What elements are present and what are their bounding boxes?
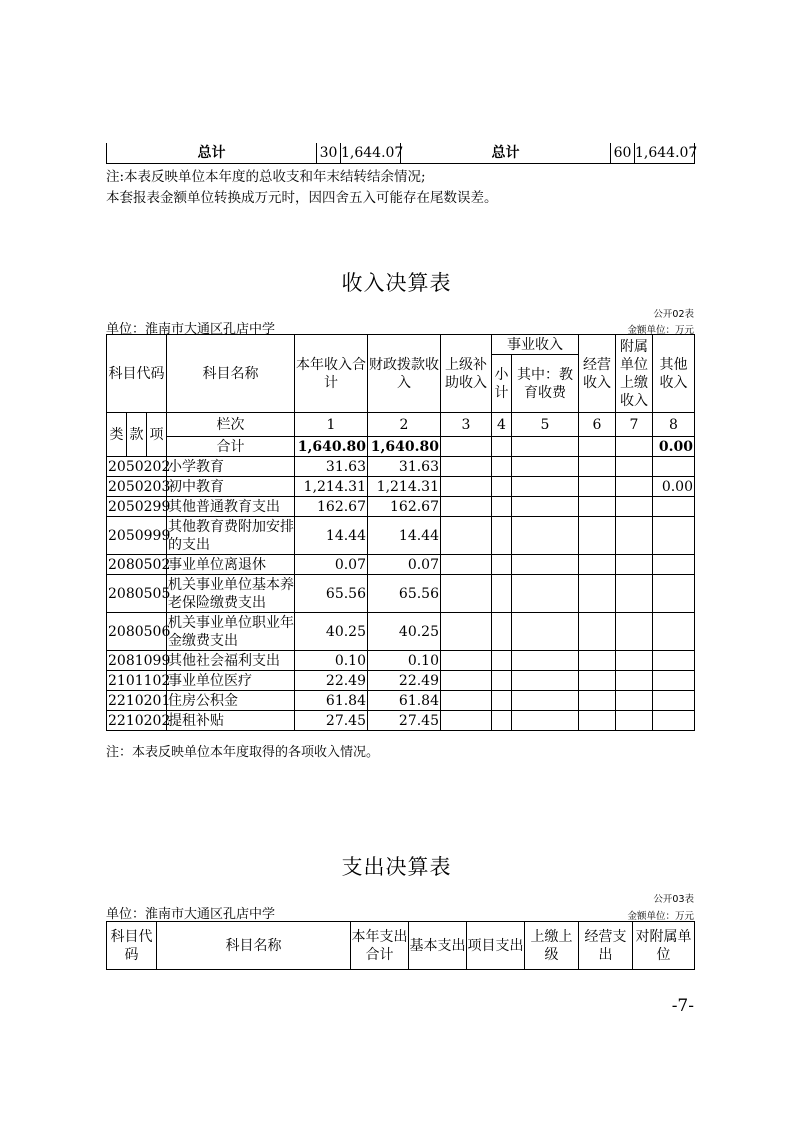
income-amount-unit: 金额单位：万元 <box>627 325 694 336</box>
row-fiscal-income: 22.49 <box>368 671 441 691</box>
row-business-subtotal <box>492 477 512 497</box>
header-fiscal-income: 财政拨款收入 <box>368 335 441 413</box>
row-fiscal-income: 65.56 <box>368 575 441 613</box>
row-total-income: 1,214.31 <box>295 477 368 497</box>
row-fiscal-income: 61.84 <box>368 691 441 711</box>
row-business-education-fee <box>512 517 579 555</box>
header-superior-income: 上级补助收入 <box>441 335 492 413</box>
row-fiscal-income: 31.63 <box>368 457 441 477</box>
row-superior-income <box>441 457 492 477</box>
row-business-subtotal <box>492 457 512 477</box>
row-business-education-fee <box>512 691 579 711</box>
row-operating-income <box>579 691 616 711</box>
header-kuan: 款 <box>127 413 147 457</box>
row-business-subtotal <box>492 613 512 651</box>
income-table <box>106 334 695 731</box>
row-subject-code: 2050999 <box>107 517 167 555</box>
income-table-code: 公开02表 <box>653 309 694 320</box>
row-other-income <box>653 457 695 477</box>
row-total-income: 22.49 <box>295 671 368 691</box>
expense-table-code: 公开03表 <box>653 894 694 905</box>
left-total-value: 1,644.07 <box>341 143 401 163</box>
row-other-income <box>653 671 695 691</box>
header-business-subtotal: 小计 <box>492 355 512 413</box>
exp-header-basic: 基本支出 <box>409 922 467 970</box>
col-number: 6 <box>579 413 616 437</box>
row-total-income: 40.25 <box>295 613 368 651</box>
row-subject-name: 小学教育 <box>167 457 295 477</box>
row-operating-income <box>579 613 616 651</box>
header-xiang: 项 <box>147 413 167 457</box>
row-other-income <box>653 497 695 517</box>
row-affiliated-income <box>616 575 653 613</box>
col-number: 5 <box>512 413 579 437</box>
row-subject-code: 2080506 <box>107 613 167 651</box>
row-business-subtotal <box>492 651 512 671</box>
header-other-income: 其他收入 <box>653 335 695 413</box>
row-other-income <box>653 555 695 575</box>
row-superior-income <box>441 651 492 671</box>
row-subject-name: 初中教育 <box>167 477 295 497</box>
expense-table <box>106 921 695 970</box>
right-total-value: 1,644.07 <box>635 143 695 163</box>
row-operating-income <box>579 457 616 477</box>
income-title: 收入决算表 <box>341 271 452 295</box>
row-superior-income <box>441 671 492 691</box>
table-row <box>107 671 695 691</box>
row-superior-income <box>441 711 492 731</box>
row-business-education-fee <box>512 497 579 517</box>
row-affiliated-income <box>616 457 653 477</box>
row-operating-income <box>579 517 616 555</box>
table-row <box>107 575 695 613</box>
row-other-income <box>653 613 695 651</box>
row-subject-name: 其他社会福利支出 <box>167 651 295 671</box>
exp-header-operating: 经营支出 <box>579 922 633 970</box>
income-note: 注：本表反映单位本年度取得的各项收入情况。 <box>106 745 380 760</box>
exp-header-total: 本年支出合计 <box>351 922 409 970</box>
col-number: 7 <box>616 413 653 437</box>
row-subject-code: 2101102 <box>108 672 171 689</box>
exp-header-project: 项目支出 <box>467 922 525 970</box>
row-superior-income <box>441 517 492 555</box>
row-subject-name: 提租补贴 <box>167 711 295 731</box>
row-business-education-fee <box>512 477 579 497</box>
row-business-subtotal <box>492 711 512 731</box>
row-total-income: 61.84 <box>295 691 368 711</box>
col-number: 4 <box>492 413 512 437</box>
col-number: 2 <box>368 413 441 437</box>
row-subject-code: 2210202 <box>108 712 171 729</box>
header-business-education-fee: 其中：教育收费 <box>512 355 579 413</box>
header-total-income: 本年收入合计 <box>295 335 368 413</box>
top-note-2: 本套报表金额单位转换成万元时，因四舍五入可能存在尾数误差。 <box>106 190 498 206</box>
row-business-education-fee <box>512 457 579 477</box>
row-business-education-fee <box>512 575 579 613</box>
row-other-income <box>653 691 695 711</box>
row-other-income <box>653 517 695 555</box>
row-subject-name: 事业单位离退休 <box>167 555 295 575</box>
row-business-education-fee <box>512 711 579 731</box>
row-subject-name: 其他普通教育支出 <box>167 497 295 517</box>
row-business-subtotal <box>492 671 512 691</box>
row-business-education-fee <box>512 613 579 651</box>
row-other-income <box>653 711 695 731</box>
table-row <box>107 497 695 517</box>
row-subject-code: 2080505 <box>107 575 167 613</box>
exp-header-code: 科目代码 <box>107 922 157 970</box>
row-business-subtotal <box>492 555 512 575</box>
row-affiliated-income <box>616 671 653 691</box>
col-number: 1 <box>295 413 368 437</box>
row-fiscal-income: 162.67 <box>368 497 441 517</box>
row-business-subtotal <box>492 517 512 555</box>
row-subject-name: 机关事业单位职业年金缴费支出 <box>168 614 294 649</box>
exp-header-name: 科目名称 <box>157 922 351 970</box>
expense-amount-unit: 金额单位：万元 <box>627 911 694 922</box>
row-superior-income <box>441 497 492 517</box>
row-superior-income <box>441 555 492 575</box>
row-business-subtotal <box>492 691 512 711</box>
row-fiscal-income: 0.10 <box>368 651 441 671</box>
row-operating-income <box>579 711 616 731</box>
header-lei: 类 <box>107 413 127 457</box>
row-operating-income <box>579 497 616 517</box>
row-superior-income <box>441 691 492 711</box>
row-affiliated-income <box>616 613 653 651</box>
row-business-education-fee <box>512 555 579 575</box>
table-row <box>107 555 695 575</box>
row-operating-income <box>579 651 616 671</box>
row-operating-income <box>579 477 616 497</box>
row-subject-code: 2050299 <box>108 498 171 515</box>
header-affiliated-income: 附属单位上缴收入 <box>616 335 653 413</box>
row-subject-code: 2080502 <box>108 556 171 573</box>
header-operating-income: 经营收入 <box>579 335 616 413</box>
row-business-subtotal <box>492 497 512 517</box>
row-total-income: 0.07 <box>295 555 368 575</box>
col-number: 3 <box>441 413 492 437</box>
header-subject-code: 科目代码 <box>107 335 167 413</box>
exp-header-affiliated: 对附属单位 <box>633 922 695 970</box>
table-row <box>107 651 695 671</box>
sum-row-fiscal: 1,640.80 <box>368 437 441 457</box>
sum-row-other: 0.00 <box>653 437 695 457</box>
row-subject-code: 2210201 <box>108 692 171 709</box>
row-total-income: 27.45 <box>295 711 368 731</box>
col-number: 8 <box>653 413 695 437</box>
expense-title: 支出决算表 <box>341 855 452 879</box>
sum-row-label: 合计 <box>167 437 295 457</box>
row-superior-income <box>441 477 492 497</box>
table-row <box>107 613 695 651</box>
table-row <box>107 517 695 555</box>
sum-row-total: 1,640.80 <box>295 437 368 457</box>
row-fiscal-income: 1,214.31 <box>368 477 441 497</box>
row-affiliated-income <box>616 691 653 711</box>
row-operating-income <box>579 555 616 575</box>
row-total-income: 162.67 <box>295 497 368 517</box>
row-business-subtotal <box>492 575 512 613</box>
row-subject-code: 2050203 <box>108 478 171 495</box>
exp-header-remit: 上缴上级 <box>525 922 579 970</box>
row-business-education-fee <box>512 671 579 691</box>
row-affiliated-income <box>616 555 653 575</box>
income-unit-label: 单位：淮南市大通区孔店中学 <box>106 322 276 337</box>
row-operating-income <box>579 671 616 691</box>
row-subject-name: 事业单位医疗 <box>167 671 295 691</box>
row-superior-income <box>441 613 492 651</box>
summary-total-table <box>106 143 698 164</box>
row-subject-name: 住房公积金 <box>167 691 295 711</box>
row-affiliated-income <box>616 651 653 671</box>
row-total-income: 0.10 <box>295 651 368 671</box>
table-row <box>107 477 695 497</box>
header-subject-name: 科目名称 <box>167 335 295 413</box>
left-total-label: 总计 <box>107 143 317 163</box>
row-affiliated-income <box>616 497 653 517</box>
right-line-number: 60 <box>611 143 635 163</box>
row-other-income <box>653 651 695 671</box>
row-subject-code: 2050202 <box>108 458 171 475</box>
row-total-income: 14.44 <box>295 517 368 555</box>
row-other-income <box>653 575 695 613</box>
table-row <box>107 711 695 731</box>
row-fiscal-income: 14.44 <box>368 517 441 555</box>
row-business-education-fee <box>512 651 579 671</box>
header-business-income: 事业收入 <box>492 335 579 355</box>
page-number: -7- <box>671 996 694 1016</box>
left-line-number: 30 <box>317 143 341 163</box>
income-rows <box>107 457 695 731</box>
row-affiliated-income <box>616 711 653 731</box>
row-affiliated-income <box>616 517 653 555</box>
row-total-income: 65.56 <box>295 575 368 613</box>
row-subject-name: 其他教育费附加安排的支出 <box>168 518 294 553</box>
row-subject-name: 机关事业单位基本养老保险缴费支出 <box>168 576 294 611</box>
top-note-1: 注:本表反映单位本年度的总收支和年末结转结余情况; <box>106 169 426 185</box>
table-row <box>107 691 695 711</box>
right-total-label: 总计 <box>401 143 611 163</box>
header-lanci: 栏次 <box>167 413 295 437</box>
row-operating-income <box>579 575 616 613</box>
row-fiscal-income: 40.25 <box>368 613 441 651</box>
row-fiscal-income: 27.45 <box>368 711 441 731</box>
row-affiliated-income <box>616 477 653 497</box>
row-other-income: 0.00 <box>653 477 695 497</box>
expense-unit-label: 单位：淮南市大通区孔店中学 <box>106 907 276 922</box>
table-row <box>107 457 695 477</box>
row-fiscal-income: 0.07 <box>368 555 441 575</box>
row-total-income: 31.63 <box>295 457 368 477</box>
row-superior-income <box>441 575 492 613</box>
row-subject-code: 2081099 <box>108 652 171 669</box>
